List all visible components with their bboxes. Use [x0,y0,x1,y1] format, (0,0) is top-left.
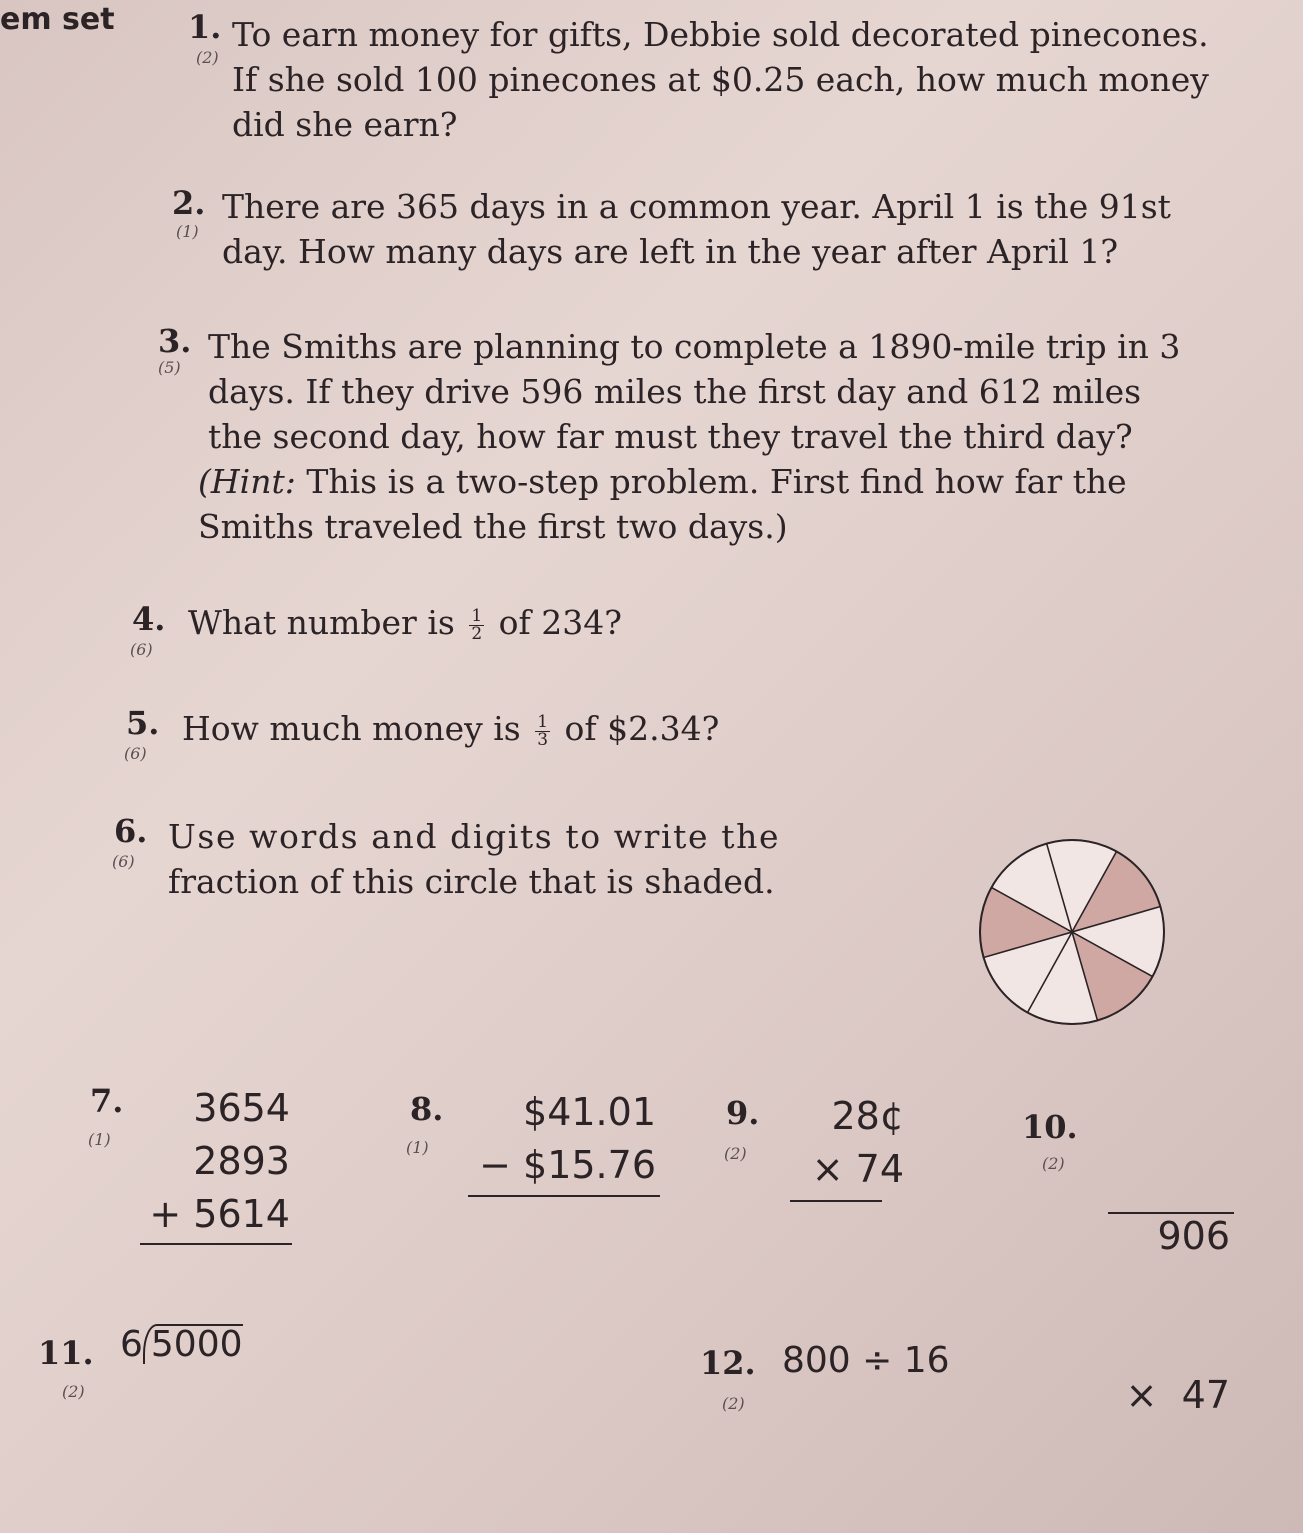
multiplier-row: × 74 [811,1147,904,1191]
problem-12-expression: 800 ÷ 16 [782,1340,950,1381]
hint-text: This is a two-step problem. First find how far the [295,462,1127,501]
problem-5-number: 5. [126,704,160,742]
problem-3-hint [198,459,1127,549]
addend-row: 2893 [193,1139,290,1183]
problem-set-header: em set [0,2,115,37]
problem-4-lesson-ref: (6) [130,640,153,659]
multiplicand-row: 28¢ [831,1094,904,1138]
problem-2-text [222,184,1171,274]
problem-12-lesson-ref: (2) [722,1394,745,1413]
problem-3-lesson-ref: (5) [158,358,181,377]
problem-2-line: day. How many days are left in the year after April 1? [222,232,1119,271]
problem-9-multiplication [780,1090,904,1196]
problem-4-text-post: of 234? [498,603,622,642]
problem-1-lesson-ref: (2) [196,48,219,67]
problem-11-long-division [120,1324,243,1365]
fraction-denominator: 3 [537,729,549,750]
fraction-one-half [469,605,484,644]
problem-1-line: To earn money for gifts, Debbie sold decorated pinecones. [232,15,1209,54]
problem-9-number: 9. [726,1094,760,1132]
fraction-denominator: 2 [471,623,483,644]
problem-8-subtraction [460,1086,656,1192]
problem-6-text [168,814,780,904]
problem-3-line: The Smiths are planning to complete a 1890-mile trip in 3 [208,327,1181,366]
problem-1-number: 1. [188,8,222,46]
answer-line [790,1200,882,1202]
divisor: 6 [120,1324,143,1365]
problem-3-number: 3. [158,322,192,360]
problem-1-text [232,12,1209,147]
multiplier-row: × 47 [1125,1373,1230,1417]
answer-line [1108,1212,1234,1214]
answer-line [468,1195,660,1197]
problem-5-text-post: of $2.34? [564,709,720,748]
problem-4-text [188,600,622,645]
problem-2-number: 2. [172,184,206,222]
minuend-row: $41.01 [523,1090,656,1134]
problem-5-lesson-ref: (6) [124,744,147,763]
problem-8-number: 8. [410,1090,444,1128]
circle-sectors [980,840,1164,1024]
dividend: 5000 [150,1324,243,1365]
problem-8-lesson-ref: (1) [406,1138,429,1157]
problem-6-line: Use words and digits to write the [168,817,781,856]
problem-2-line: There are 365 days in a common year. April 1 is the 91st [222,187,1171,226]
problem-3-line: days. If they drive 596 miles the first day and 612 miles [208,372,1142,411]
problem-9-lesson-ref: (2) [724,1144,747,1163]
hint-label: (Hint: [198,462,296,501]
shaded-circle-figure [970,830,1174,1034]
problem-5-text-pre: How much money is [182,709,521,748]
problem-1-line: did she earn? [232,105,458,144]
fraction-numerator: 1 [471,605,483,626]
problem-1-line: If she sold 100 pinecones at $0.25 each, how much money [232,60,1209,99]
multiplicand-row: 906 [1157,1214,1230,1258]
fraction-numerator: 1 [537,711,549,732]
problem-6-lesson-ref: (6) [112,852,135,871]
subtrahend-row: − $15.76 [479,1143,656,1187]
problem-7-lesson-ref: (1) [88,1130,111,1149]
answer-line [140,1243,292,1245]
problem-10-multiplication [1110,1104,1230,1475]
problem-11-number: 11. [38,1334,94,1372]
problem-3-hint-line [198,459,1127,504]
problem-7-number: 7. [90,1082,124,1120]
problem-11-lesson-ref: (2) [62,1382,85,1401]
addend-row: 3654 [193,1086,290,1130]
problem-10-number: 10. [1022,1108,1078,1146]
problem-7-addition [130,1082,290,1241]
problem-12-number: 12. [700,1344,756,1382]
division-bracket [143,1324,243,1364]
problem-5-text [182,706,719,751]
problem-3-line: Smiths traveled the first two days.) [198,507,788,546]
problem-4-text-pre: What number is [188,603,455,642]
fraction-one-third [535,711,550,750]
problem-4-number: 4. [132,600,166,638]
problem-2-lesson-ref: (1) [176,222,199,241]
problem-3-line: the second day, how far must they travel the third day? [208,417,1133,456]
problem-6-number: 6. [114,812,148,850]
problem-10-lesson-ref: (2) [1042,1154,1065,1173]
problem-6-line: fraction of this circle that is shaded. [168,862,775,901]
problem-3-text [208,324,1180,459]
addend-row: + 5614 [149,1192,290,1236]
